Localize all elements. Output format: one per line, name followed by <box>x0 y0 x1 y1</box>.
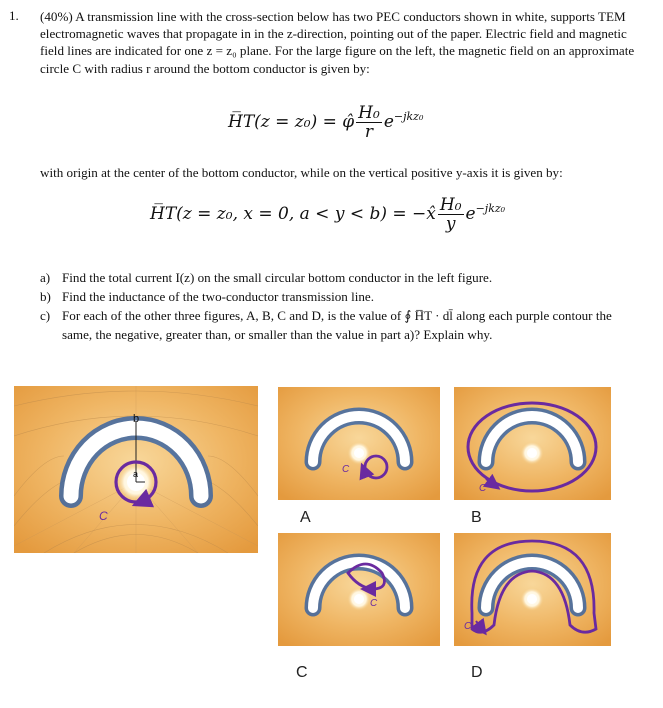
figure-c-svg <box>278 533 440 646</box>
caption-b: B <box>471 509 482 526</box>
eq1-numerator: H₀ <box>358 103 380 123</box>
mid-text: with origin at the center of the bottom conductor, while on the vertical positive y-axis it is given by: <box>40 165 563 180</box>
figure-b <box>454 387 611 500</box>
eq2-denominator: y <box>445 214 456 234</box>
figure-b-svg <box>454 387 611 500</box>
part-c: c) For each of the other three figures, A, B, C and D, is the value of ∮ H̅T · dl̄ along each purple contour the same, the negative, greater than, or smaller than the value in part a)? Explain why. <box>40 308 612 342</box>
equation-2 <box>150 196 505 233</box>
problem-intro: (40%) A transmission line with the cross-section below has two PEC conductors shown in white, supports TEM electromagnetic waves that propagate in in the z-direction, pointing out of the paper. Electric field and magnetic field lines are indicated for one z = z₀ plane. For the large figure on the left, the magnetic field on an approximate circle C with radius r around the bottom conductor is given by: <box>40 9 635 76</box>
part-b: b) Find the inductance of the two-conductor transmission line. <box>40 289 374 304</box>
figure-main-svg <box>14 386 258 553</box>
eq2-numerator: H₀ <box>439 195 462 215</box>
figure-main <box>14 386 258 553</box>
eq2-power: −jkz₀ <box>475 202 506 215</box>
eq1-power: −jkz₀ <box>393 110 424 123</box>
eq2-exp: e <box>465 204 476 224</box>
figure-d <box>454 533 611 646</box>
label-b: b <box>133 413 140 425</box>
label-contour-c: C <box>370 598 378 609</box>
eq2-lhs: H̅T(z = z₀, x = 0, a < y < b) = −x̂ <box>150 204 436 224</box>
eq1-lhs: H̅T(z = z₀) = φ̂ <box>228 112 355 132</box>
figure-c <box>278 533 440 646</box>
label-contour-b: C <box>479 483 487 494</box>
eq1-exp: e <box>383 112 394 132</box>
caption-c: C <box>296 664 308 681</box>
eq1-denominator: r <box>364 122 374 142</box>
label-contour-a: C <box>342 464 350 475</box>
figure-a <box>278 387 440 500</box>
label-contour-c-main: C <box>99 509 108 523</box>
figure-a-svg <box>278 387 440 500</box>
part-a: a) Find the total current I(z) on the small circular bottom conductor in the left figure. <box>40 270 493 285</box>
label-contour-d: C <box>464 621 472 632</box>
problem-number: 1. <box>9 8 19 23</box>
caption-d: D <box>471 664 483 681</box>
label-a: a <box>133 469 139 479</box>
question-parts <box>40 268 640 344</box>
figure-d-svg <box>454 533 611 646</box>
equation-1 <box>228 104 423 141</box>
caption-a: A <box>300 509 311 526</box>
